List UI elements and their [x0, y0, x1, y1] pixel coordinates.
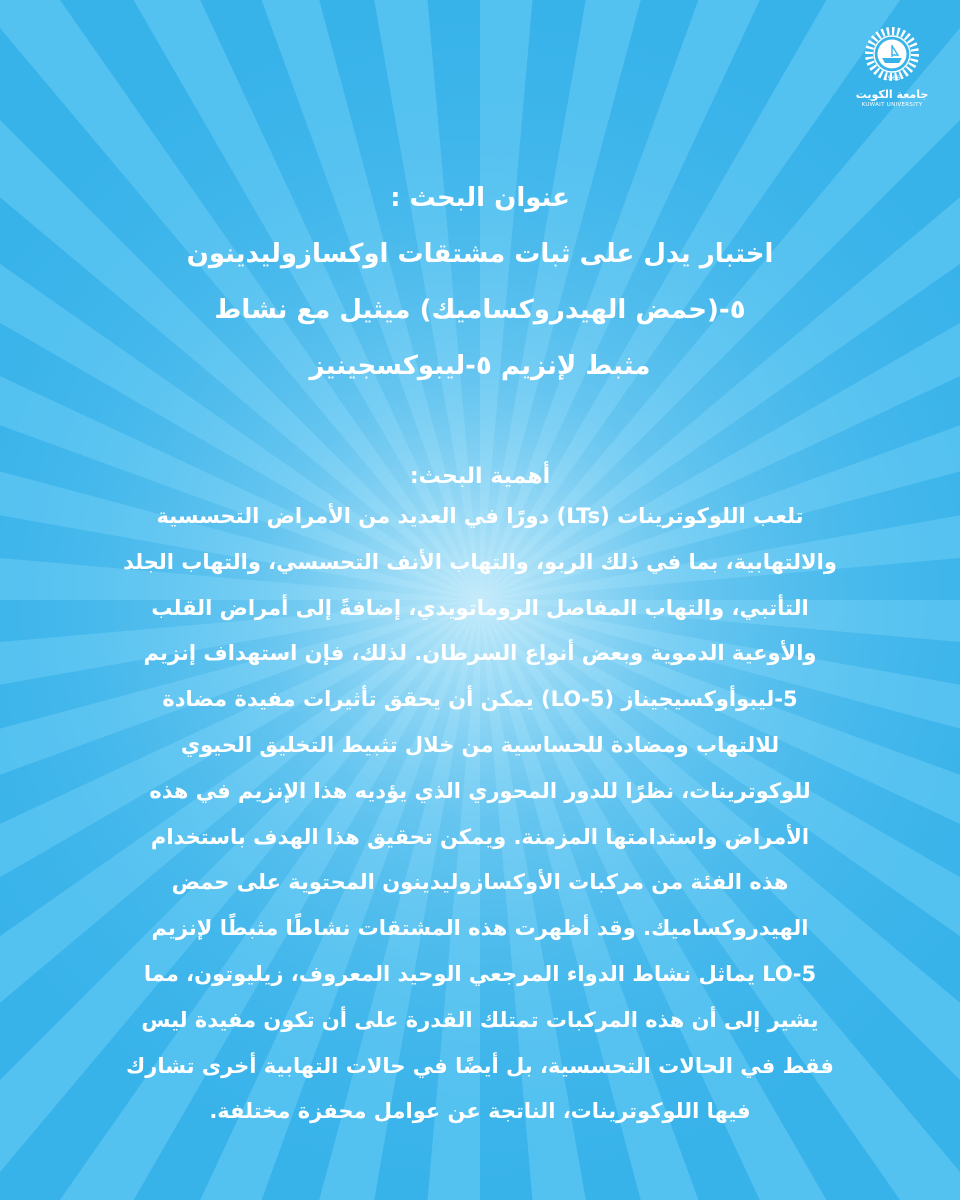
- emblem-ray: [911, 54, 919, 57]
- title-line: ٥-(حمض الهيدروكساميك) ميثيل مع نشاط: [214, 295, 746, 325]
- title-line: اختبار يدل على ثبات مشتقات اوكسازوليدينون: [186, 239, 774, 269]
- title-line: مثبط لإنزيم ٥-ليبوكسجينيز: [309, 351, 651, 381]
- emblem-ray: [880, 29, 885, 37]
- emblem-ray: [902, 69, 909, 77]
- paragraph-line: 5-ليبوأوكسيجيناز (5-LO) يمكن أن يحقق تأثيرات مفيدة مضادة: [162, 687, 798, 712]
- paragraph-line: هذه الفئة من مركبات الأوكسازوليدينون المحتوية على حمض: [171, 870, 789, 895]
- emblem-ray: [886, 27, 890, 35]
- emblem-ray: [867, 60, 875, 65]
- kuwait-university-emblem-icon: [860, 22, 924, 86]
- emblem-ray: [868, 40, 876, 46]
- paragraph-line: التأتبي، والتهاب المفاصل الروماتويدي، إضافةً إلى أمراض القلب: [151, 595, 809, 620]
- emblem-ray: [900, 30, 906, 38]
- paragraph-line: الأمراض واستدامتها المزمنة. ويمكن تحقيق هذا الهدف باستخدام: [150, 824, 810, 849]
- emblem-ray: [869, 64, 877, 71]
- emblem-ray: [909, 42, 917, 47]
- research-title-block: [80, 170, 880, 394]
- logo-name-english: KUWAIT UNIVERSITY: [861, 102, 923, 108]
- emblem-ray: [910, 58, 918, 62]
- paragraph-line: فيها اللوكوترينات، الناتجة عن عوامل محفزة مختلفة.: [209, 1099, 751, 1124]
- emblem-ray: [904, 33, 911, 41]
- logo-name-arabic: جامعة الكويت: [855, 88, 929, 101]
- emblem-ray: [871, 35, 879, 42]
- importance-paragraph: [80, 494, 880, 1135]
- emblem-ray: [892, 27, 895, 35]
- paragraph-line: والالتهابية، بما في ذلك الربو، والتهاب الأنف التحسسي، والتهاب الجلد: [123, 549, 837, 574]
- importance-label: أهمية البحث:: [409, 464, 551, 489]
- emblem-ray: [865, 56, 873, 60]
- paragraph-line: فقط في الحالات التحسسية، بل أيضًا في حالات التهابية أخرى تشارك: [126, 1053, 834, 1078]
- paragraph-line: الهيدروكساميك. وقد أظهرت هذه المشتقات نشاطًا مثبطًا لإنزيم: [151, 916, 809, 941]
- title-label: عنوان البحث :: [390, 183, 570, 213]
- emblem-ray: [865, 51, 873, 54]
- research-content: [80, 170, 880, 1135]
- paragraph-line: والأوعية الدموية وبعض أنواع السرطان. لذلك، فإن استهداف إنزيم: [143, 641, 817, 666]
- paragraph-line: للالتهاب ومضادة للحساسية من خلال تثبيط التخليق الحيوي: [180, 732, 780, 757]
- emblem-ray: [911, 48, 919, 52]
- emblem-ray: [896, 28, 900, 36]
- university-logo: [846, 22, 938, 109]
- paragraph-line: 5-LO يماثل نشاط الدواء المرجعي الوحيد المعروف، زيليوتون، مما: [143, 961, 817, 986]
- emblem-ray: [906, 66, 914, 73]
- paragraph-line: تلعب اللوكوترينات (LTs) دورًا في العديد من الأمراض التحسسية: [156, 504, 804, 528]
- emblem-ray: [907, 37, 915, 44]
- emblem-ray: [908, 62, 916, 68]
- logo-year: 1966: [883, 74, 901, 82]
- emblem-ray: [866, 45, 874, 49]
- paragraph-line: يشير إلى أن هذه المركبات تمتلك القدرة على أن تكون مفيدة ليس: [141, 1007, 819, 1032]
- emblem-ray: [875, 31, 882, 39]
- emblem-ray: [873, 68, 880, 76]
- paragraph-line: للوكوترينات، نظرًا للدور المحوري الذي يؤديه هذا الإنزيم في هذه: [149, 778, 811, 803]
